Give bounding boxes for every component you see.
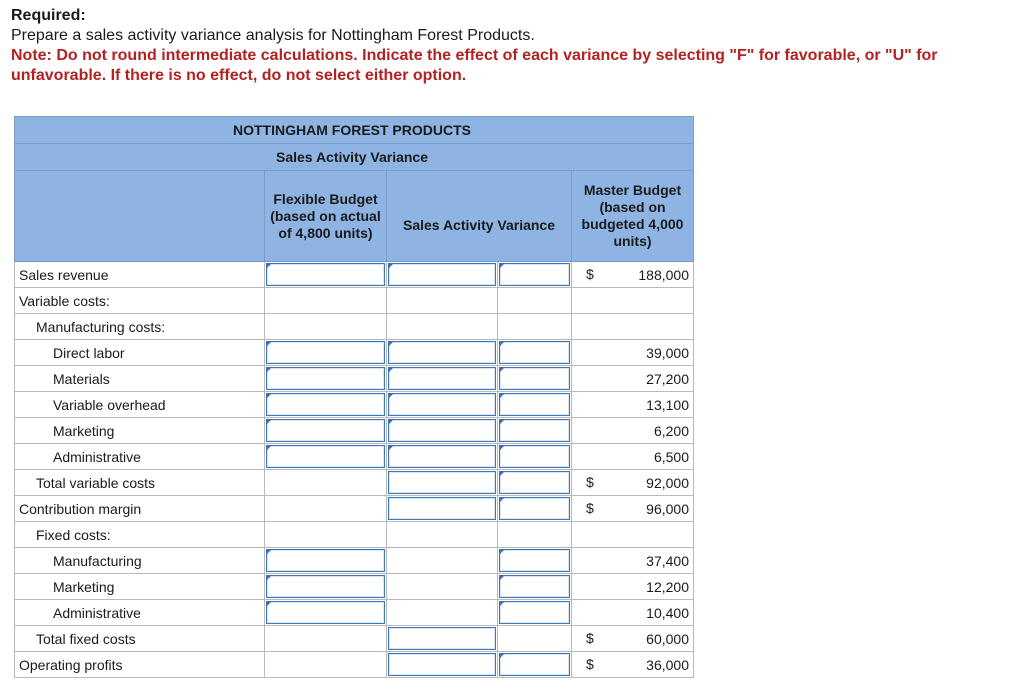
cell-marker-icon [388, 419, 394, 425]
row-label: Manufacturing [15, 548, 265, 574]
variable-overhead-effect-select[interactable] [506, 395, 567, 414]
row-label: Contribution margin [15, 496, 265, 522]
empty-cell [572, 522, 694, 548]
cell-marker-icon [499, 653, 505, 659]
row-label: Administrative [15, 444, 265, 470]
cell-marker-icon [266, 549, 272, 555]
instructions [11, 6, 1016, 86]
header-sales-activity-variance: Sales Activity Variance [387, 171, 572, 262]
direct-labor-effect-select[interactable] [506, 343, 567, 362]
row-label: Total variable costs [15, 470, 265, 496]
cell-marker-icon [266, 341, 272, 347]
table-row [15, 314, 694, 340]
materials-variance-cell [387, 366, 498, 392]
row-label: Variable overhead [15, 392, 265, 418]
empty-cell [387, 574, 498, 600]
header-blank [15, 171, 265, 262]
administrative-var-effect-select[interactable] [506, 447, 567, 466]
sales-revenue-variance-cell [387, 262, 498, 288]
row-label: Operating profits [15, 652, 265, 678]
direct-labor-master: 39,000 [572, 340, 694, 366]
materials-effect-select[interactable] [506, 369, 567, 388]
administrative-fixed-effect-cell [498, 600, 572, 626]
empty-cell [387, 522, 498, 548]
empty-cell [498, 314, 572, 340]
cell-marker-icon [499, 497, 505, 503]
variance-table [14, 116, 694, 678]
marketing-var-variance-input[interactable] [395, 421, 493, 440]
direct-labor-flexible-cell [265, 340, 387, 366]
sales-revenue-flexible-cell [265, 262, 387, 288]
table-row [15, 600, 694, 626]
marketing-var-variance-cell [387, 418, 498, 444]
marketing-var-flexible-input[interactable] [273, 421, 382, 440]
header-master-budget: Master Budget (based on budgeted 4,000 units) [572, 171, 694, 262]
cell-marker-icon [266, 393, 272, 399]
marketing-fixed-effect-select[interactable] [506, 577, 567, 596]
administrative-fixed-effect-select[interactable] [506, 603, 567, 622]
empty-cell [572, 288, 694, 314]
contribution-margin-effect-cell [498, 496, 572, 522]
table-row [15, 444, 694, 470]
administrative-fixed-flexible-input[interactable] [273, 603, 382, 622]
direct-labor-variance-input[interactable] [395, 343, 493, 362]
cell-marker-icon [499, 419, 505, 425]
operating-profits-effect-select[interactable] [506, 655, 567, 674]
total-variable-variance-cell [387, 470, 498, 496]
sales-revenue-effect-cell [498, 262, 572, 288]
dollar-sign: $ [586, 474, 594, 490]
dollar-sign: $ [586, 500, 594, 516]
cell-marker-icon [266, 419, 272, 425]
variable-overhead-variance-input[interactable] [395, 395, 493, 414]
direct-labor-variance-cell [387, 340, 498, 366]
row-label: Variable costs: [15, 288, 265, 314]
marketing-var-flexible-cell [265, 418, 387, 444]
marketing-fixed-flexible-input[interactable] [273, 577, 382, 596]
table-row [15, 288, 694, 314]
contribution-margin-variance-cell [387, 496, 498, 522]
table-title: NOTTINGHAM FOREST PRODUCTS [233, 122, 471, 138]
contribution-margin-variance-input[interactable] [395, 499, 493, 518]
empty-cell [265, 496, 387, 522]
table-subtitle-cell [15, 144, 694, 171]
administrative-var-master: 6,500 [572, 444, 694, 470]
operating-profits-master [572, 652, 694, 678]
cell-marker-icon [266, 367, 272, 373]
marketing-fixed-effect-cell [498, 574, 572, 600]
administrative-fixed-master: 10,400 [572, 600, 694, 626]
row-label: Fixed costs: [15, 522, 265, 548]
cell-marker-icon [499, 445, 505, 451]
variable-overhead-variance-cell [387, 392, 498, 418]
required-heading: Required: [11, 7, 86, 24]
sales-revenue-master [572, 262, 694, 288]
empty-cell [387, 288, 498, 314]
operating-profits-effect-cell [498, 652, 572, 678]
marketing-fixed-master: 12,200 [572, 574, 694, 600]
table-row [15, 262, 694, 288]
master-value: 60,000 [646, 630, 689, 647]
total-variable-master [572, 470, 694, 496]
master-value: 188,000 [638, 266, 689, 283]
variable-overhead-effect-cell [498, 392, 572, 418]
empty-cell [498, 522, 572, 548]
table-row [15, 470, 694, 496]
cell-marker-icon [499, 549, 505, 555]
table-subtitle: Sales Activity Variance [275, 149, 429, 165]
row-label: Marketing [15, 418, 265, 444]
administrative-var-variance-input[interactable] [395, 447, 493, 466]
cell-marker-icon [266, 575, 272, 581]
marketing-fixed-flexible-cell [265, 574, 387, 600]
cell-marker-icon [499, 367, 505, 373]
cell-marker-icon [499, 601, 505, 607]
table-row [15, 340, 694, 366]
cell-marker-icon [266, 601, 272, 607]
empty-cell [265, 314, 387, 340]
dollar-sign: $ [586, 266, 594, 282]
materials-flexible-cell [265, 366, 387, 392]
cell-marker-icon [499, 471, 505, 477]
total-variable-variance-input[interactable] [395, 473, 493, 492]
sales-revenue-variance-input[interactable] [395, 265, 493, 284]
cell-marker-icon [266, 445, 272, 451]
contribution-margin-effect-select[interactable] [506, 499, 567, 518]
table-row [15, 522, 694, 548]
table-row [15, 392, 694, 418]
administrative-var-flexible-cell [265, 444, 387, 470]
contribution-margin-master [572, 496, 694, 522]
operating-profits-variance-cell [387, 652, 498, 678]
table-row [15, 626, 694, 652]
marketing-var-effect-select[interactable] [506, 421, 567, 440]
row-label: Administrative [15, 600, 265, 626]
materials-effect-cell [498, 366, 572, 392]
variable-overhead-master: 13,100 [572, 392, 694, 418]
sales-revenue-flexible-input[interactable] [273, 265, 382, 284]
cell-marker-icon [499, 341, 505, 347]
master-value: 96,000 [646, 500, 689, 517]
materials-master: 27,200 [572, 366, 694, 392]
cell-marker-icon [388, 445, 394, 451]
table-row [15, 652, 694, 678]
manufacturing-fixed-effect-cell [498, 548, 572, 574]
direct-labor-flexible-input[interactable] [273, 343, 382, 362]
total-fixed-variance-cell [387, 626, 498, 652]
row-label: Total fixed costs [15, 626, 265, 652]
cell-marker-icon [388, 393, 394, 399]
empty-cell [265, 652, 387, 678]
row-label: Direct labor [15, 340, 265, 366]
materials-flexible-input[interactable] [273, 369, 382, 388]
cell-marker-icon [499, 393, 505, 399]
materials-variance-input[interactable] [395, 369, 493, 388]
empty-cell [387, 548, 498, 574]
administrative-var-effect-cell [498, 444, 572, 470]
direct-labor-effect-cell [498, 340, 572, 366]
administrative-fixed-flexible-cell [265, 600, 387, 626]
instruction-line: Prepare a sales activity variance analysis for Nottingham Forest Products. [11, 27, 535, 44]
empty-cell [387, 314, 498, 340]
empty-cell [265, 470, 387, 496]
variable-overhead-flexible-cell [265, 392, 387, 418]
variable-overhead-flexible-input[interactable] [273, 395, 382, 414]
manufacturing-fixed-master: 37,400 [572, 548, 694, 574]
manufacturing-fixed-effect-select[interactable] [506, 551, 567, 570]
cell-marker-icon [499, 575, 505, 581]
table-row [15, 548, 694, 574]
cell-marker-icon [388, 341, 394, 347]
empty-cell [387, 600, 498, 626]
row-label: Sales revenue [15, 262, 265, 288]
empty-cell [498, 288, 572, 314]
empty-cell [265, 288, 387, 314]
empty-cell [498, 626, 572, 652]
empty-cell [265, 626, 387, 652]
marketing-var-master: 6,200 [572, 418, 694, 444]
administrative-var-variance-cell [387, 444, 498, 470]
total-fixed-master [572, 626, 694, 652]
table-row [15, 574, 694, 600]
total-fixed-variance-input[interactable] [395, 629, 493, 648]
table-row [15, 496, 694, 522]
cell-marker-icon [388, 263, 394, 269]
manufacturing-fixed-flexible-cell [265, 548, 387, 574]
table-row [15, 366, 694, 392]
cell-marker-icon [499, 263, 505, 269]
sales-revenue-effect-select[interactable] [506, 265, 567, 284]
total-variable-effect-cell [498, 470, 572, 496]
cell-marker-icon [266, 263, 272, 269]
total-variable-effect-select[interactable] [506, 473, 567, 492]
instruction-note: Note: Do not round intermediate calculations. Indicate the effect of each variance by selecting "F" for favorable, or "U" for unfavorable. If there is no effect, do not select either option. [11, 47, 938, 84]
cell-marker-icon [388, 367, 394, 373]
row-label: Manufacturing costs: [15, 314, 265, 340]
table-row [15, 418, 694, 444]
header-flexible-budget: Flexible Budget (based on actual of 4,800 units) [265, 171, 387, 262]
row-label: Marketing [15, 574, 265, 600]
dollar-sign: $ [586, 656, 594, 672]
marketing-var-effect-cell [498, 418, 572, 444]
operating-profits-variance-input[interactable] [395, 655, 493, 674]
empty-cell [265, 522, 387, 548]
administrative-var-flexible-input[interactable] [273, 447, 382, 466]
manufacturing-fixed-flexible-input[interactable] [273, 551, 382, 570]
table-title-cell [15, 117, 694, 144]
row-label: Materials [15, 366, 265, 392]
dollar-sign: $ [586, 630, 594, 646]
master-value: 92,000 [646, 474, 689, 491]
empty-cell [572, 314, 694, 340]
master-value: 36,000 [646, 656, 689, 673]
